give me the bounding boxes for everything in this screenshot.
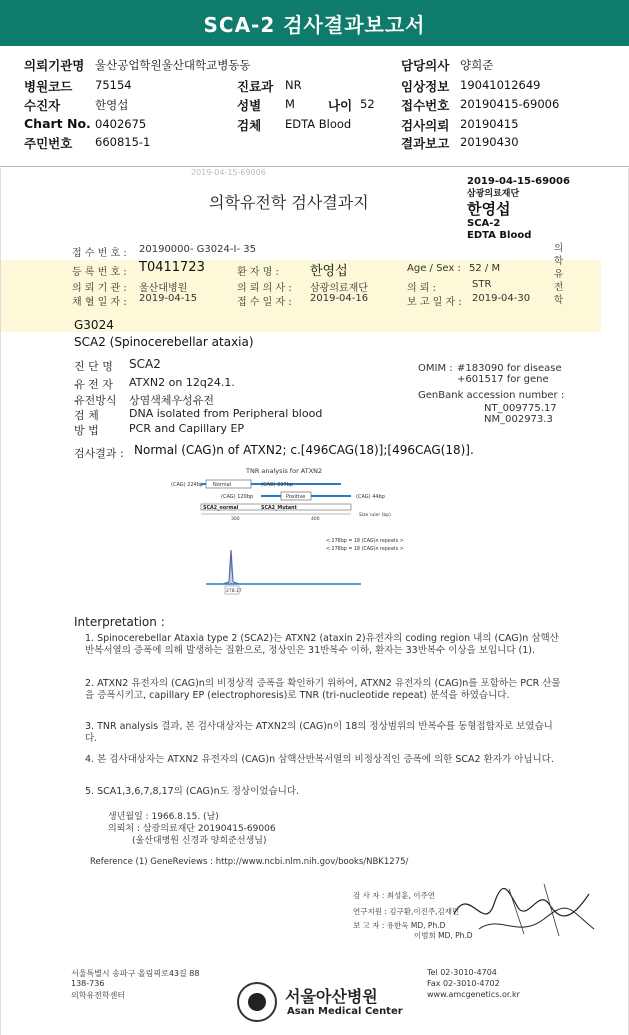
dob-line: 생년월일 : 1966.8.15. (남) — [108, 812, 219, 822]
omim-disease: #183090 for disease — [457, 363, 562, 374]
report-title: SCA-2 검사결과보고서 — [0, 0, 629, 46]
report-date-value: 20190430 — [460, 135, 519, 149]
hospital-name-kr: 서울아산병원 — [285, 987, 378, 1006]
sign-support: 연구지원 : 김구환,이진주,김재민 — [353, 907, 460, 916]
clinic-value: 19041012649 — [460, 78, 541, 92]
result-value: Normal (CAG)n of ATXN2; c.[496CAG(18)];[496CAG(18)]. — [134, 443, 474, 457]
scanned-report — [0, 168, 629, 1035]
dept-label: 진료과 — [237, 79, 274, 94]
hospital-label: 의뢰기관명 — [24, 58, 85, 73]
tnr-diagram — [161, 464, 461, 600]
draw-date-value: 2019-04-15 — [139, 293, 198, 304]
method-label: 방 법 — [74, 424, 99, 437]
genbank-label: GenBank accession number : — [418, 390, 565, 401]
interp-item-4: 4. 본 검사대상자는 ATXN2 유전자의 (CAG)n 삼핵산반복서열의 비정상적인 증폭에 의한 SCA2 환자가 아닙니다. — [85, 754, 554, 765]
ref-label: 의 뢰 : — [407, 283, 437, 294]
recv-date-value: 2019-04-16 — [310, 293, 369, 304]
specimen-value: EDTA Blood — [285, 117, 352, 131]
positive-box-label: Positive — [286, 494, 306, 500]
rrn-label: 주민번호 — [24, 136, 73, 151]
rrn-value: 660815-1 — [95, 135, 151, 149]
test-code: G3024 — [74, 318, 114, 332]
specimen2-value: DNA isolated from Peripheral blood — [129, 407, 323, 420]
genbank-v2: NM_002973.3 — [484, 414, 553, 425]
address-line-3: 의학유전학센터 — [71, 991, 126, 1000]
agesex-value: 52 / M — [469, 263, 501, 274]
rep-date-value: 2019-04-30 — [472, 293, 531, 304]
agesex-label: Age / Sex : — [407, 263, 461, 274]
interp-item-1: 1. Spinocerebellar Ataxia type 2 (SCA2)는 ATXN2 (ataxin 2)유전자의 coding region 내의 (CAG)n 삼핵산 반복서열의 증폭에 의해 발생하는 질환으로, 정상인은 31반복수 이하, 환자는 33반복수 이상을 보입니다 (1). — [85, 633, 559, 656]
draw-date-label: 채 혈 일 자 : — [72, 297, 127, 308]
interp-item-2: 2. ATXN2 유전자의 (CAG)n의 비정상적 증폭을 확인하기 위하여, ATXN2 유전자의 (CAG)n를 포함하는 PCR 산물을 증폭시키고, capillary EP (electrophoresis)로 TNR (tri-nucleotide repeat) 분석을 하였습니다. — [85, 678, 561, 701]
inherit-value: 상염색체우성유전 — [129, 394, 215, 407]
chart-label: Chart No. — [24, 116, 91, 131]
hospital-name-en: Asan Medical Center — [287, 1006, 403, 1017]
diag-value: SCA2 — [129, 357, 161, 371]
reg-no-label: 등 록 번 호 : — [72, 267, 127, 278]
recv-date-label: 접 수 일 자 : — [237, 297, 292, 308]
pos-left-label: (CAG) 120bp — [221, 494, 254, 500]
doctor-label: 담당의사 — [401, 58, 450, 73]
age-value: 52 — [360, 97, 375, 111]
tel-line: Tel 02-3010-4704 — [427, 968, 497, 977]
accession-label: 접 수 번 호 : — [72, 248, 127, 259]
clinic-label: 임상정보 — [401, 79, 450, 94]
diagram-title: TNR analysis for ATXN2 — [246, 467, 323, 475]
address-line-2: 138-736 — [71, 979, 105, 988]
age-label: 나이 — [328, 98, 353, 113]
accession-value: 20190000- G3024-I- 35 — [139, 244, 256, 255]
omim-gene: +601517 for gene — [457, 374, 549, 385]
ref-inst-label: 의 뢰 기 관 : — [72, 283, 127, 294]
peak-label: 278.17 — [226, 589, 242, 594]
interpretation-title: Interpretation : — [74, 615, 165, 629]
sign-reporter: 보 고 자 : 유한욱 MD, Ph.D — [353, 921, 446, 930]
ruler-tick-300: 300 — [231, 517, 240, 522]
interp-item-5: 5. SCA1,3,6,7,8,17의 (CAG)n도 정상이었습니다. — [85, 786, 300, 797]
inherit-label: 유전방식 — [74, 394, 117, 407]
sign-tester: 검 사 자 : 최성훈, 이주연 — [353, 891, 436, 900]
faint-top-note: 2019-04-15-69006 — [191, 168, 266, 177]
report-date-label: 결과보고 — [401, 136, 450, 151]
ref-doc-label: 의 뢰 의 사 : — [237, 283, 292, 294]
fax-line: Fax 02-3010-4702 — [427, 979, 500, 988]
referrer-line: 의뢰처 : 삼광의료재단 20190415-69006 — [108, 824, 276, 834]
specimen-label: 검체 — [237, 118, 262, 133]
rep-date-label: 보 고 일 자 : — [407, 297, 462, 308]
dept-value: NR — [285, 78, 302, 92]
method-value: PCR and Capillary EP — [129, 422, 245, 435]
normal-box-label: Normal — [213, 482, 232, 488]
pt-name-label: 환 자 명 : — [237, 267, 279, 278]
diag-label: 진 단 명 — [74, 360, 113, 373]
report-main-title: 의학유전학 검사결과지 — [209, 193, 369, 212]
normal-left-label: (CAG) 224bp — [171, 482, 204, 488]
repeat-note-1: < 278bp = 18 (CAG)n repeats > — [326, 539, 404, 544]
sex-value: M — [285, 97, 295, 111]
asan-logo-icon — [237, 982, 277, 1022]
patient-label: 수진자 — [24, 98, 61, 113]
request-value: 20190415 — [460, 117, 519, 131]
reg-no-value: T0411723 — [139, 260, 205, 275]
handwritten-signature — [449, 874, 599, 944]
repeat-note-2: < 278bp = 18 (CAG)n repeats > — [326, 547, 404, 552]
receipt-label: 접수번호 — [401, 98, 450, 113]
sign-reporter-2: 이범희 MD, Ph.D — [414, 931, 473, 940]
reference-line: Reference (1) GeneReviews : http://www.ncbi.nlm.nih.gov/books/NBK1275/ — [90, 857, 409, 867]
gene-label: 유 전 자 — [74, 378, 113, 391]
receipt-value: 20190415-69006 — [460, 97, 560, 111]
gene-value: ATXN2 on 12q24.1. — [129, 376, 235, 389]
normal-right-label: (CAG) 227bp — [261, 482, 294, 488]
result-label: 검사결과 : — [74, 447, 124, 460]
bar-mutant-label: SCA2_Mutant — [261, 506, 297, 511]
referrer-line-2: (울산대병원 신경과 양희준선생님) — [132, 836, 267, 846]
patient-info-panel — [0, 50, 629, 168]
bar-normal-label: SCA2_normal — [203, 506, 239, 511]
divider — [0, 166, 629, 167]
request-label: 검사의뢰 — [401, 118, 450, 133]
doctor-value: 양희준 — [460, 58, 494, 72]
chart-value: 0402675 — [95, 117, 147, 131]
ref-value: STR — [472, 279, 492, 290]
pos-right-label: (CAG) 44bp — [356, 494, 385, 500]
code-label: 병원코드 — [24, 79, 73, 94]
ref-doc-value: 삼광의료재단 — [310, 283, 368, 294]
sample-stamp: 2019-04-15-69006 삼광의료재단 한영섭 SCA-2 EDTA Blood — [467, 176, 570, 241]
web-line: www.amcgenetics.or.kr — [427, 990, 520, 999]
size-ruler-label: Size ruler (bp) — [359, 513, 391, 518]
address-line-1: 서울특별시 송파구 올림픽로43길 88 — [71, 969, 200, 978]
omim-label: OMIM : — [418, 363, 453, 374]
patient-value: 한영섭 — [95, 98, 129, 112]
specimen2-label: 검 체 — [74, 409, 99, 422]
genbank-v1: NT_009775.17 — [484, 403, 557, 414]
ruler-tick-400: 400 — [311, 517, 320, 522]
hospital-value: 울산공업학원울산대학교병동동 — [95, 58, 251, 72]
interp-item-3: 3. TNR analysis 결과, 본 검사대상자는 ATXN2의 (CAG)n이 18의 정상범위의 반복수를 동형접합자로 보였습니다. — [85, 721, 553, 744]
side-vertical-text: 의 학 유 전 학 — [554, 243, 564, 306]
test-name: SCA2 (Spinocerebellar ataxia) — [74, 335, 254, 349]
ref-inst-value: 울산대병원 — [139, 283, 188, 294]
pt-name-value: 한영섭 — [310, 264, 348, 279]
code-value: 75154 — [95, 78, 132, 92]
sex-label: 성별 — [237, 98, 262, 113]
